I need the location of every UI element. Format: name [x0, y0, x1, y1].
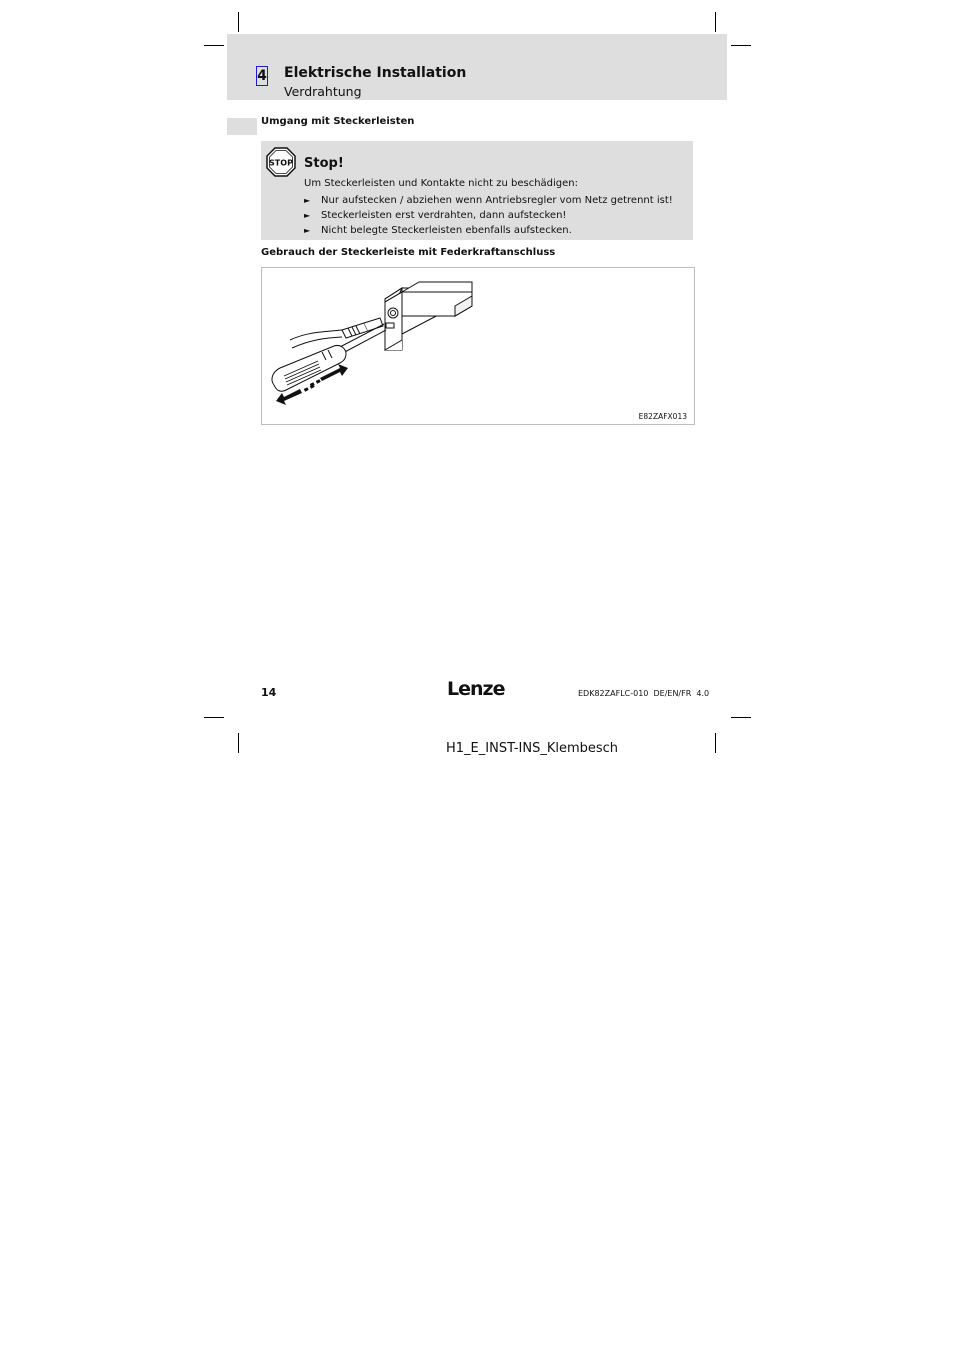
crop-mark: [731, 717, 751, 718]
section-heading-spring-terminal: Gebrauch der Steckerleiste mit Federkraftanschluss: [261, 247, 556, 258]
figure-code: E82ZAFX013: [638, 412, 687, 421]
screwdriver-terminal-illustration: [262, 268, 694, 424]
chapter-number[interactable]: 4: [257, 68, 267, 84]
stop-sign-icon: [266, 147, 296, 177]
list-item: ► Nicht belegte Steckerleisten ebenfalls aufstecken.: [304, 225, 572, 236]
crop-mark: [715, 12, 716, 32]
chapter-subtitle: Verdrahtung: [284, 84, 362, 99]
crop-mark: [204, 45, 224, 46]
list-item: ► Steckerleisten erst verdrahten, dann aufstecken!: [304, 210, 567, 221]
bullet-arrow-icon: ►: [304, 226, 311, 235]
section-heading-handling: Umgang mit Steckerleisten: [261, 116, 415, 127]
bullet-arrow-icon: ►: [304, 196, 311, 205]
brand-logo: Lenze: [447, 678, 505, 700]
crop-mark: [238, 12, 239, 32]
bullet-arrow-icon: ►: [304, 211, 311, 220]
crop-mark: [715, 733, 716, 753]
stop-intro: Um Steckerleisten und Kontakte nicht zu beschädigen:: [304, 178, 578, 189]
stop-title: Stop!: [304, 156, 344, 171]
figure-frame: [261, 267, 695, 425]
page-number: 14: [261, 686, 277, 699]
document-code: EDK82ZAFLC-010 DE/EN/FR 4.0: [578, 689, 710, 698]
margin-tab: [227, 118, 257, 135]
stop-sign-label: STOP: [269, 158, 293, 168]
chapter-title: Elektrische Installation: [284, 65, 467, 81]
crop-mark: [204, 717, 224, 718]
crop-mark: [238, 733, 239, 753]
crop-mark: [731, 45, 751, 46]
list-item: ► Nur aufstecken / abziehen wenn Antriebsregler vom Netz getrennt ist!: [304, 195, 673, 206]
stop-list: [304, 193, 673, 238]
job-label: H1_E_INST-INS_Klembesch: [446, 741, 619, 756]
